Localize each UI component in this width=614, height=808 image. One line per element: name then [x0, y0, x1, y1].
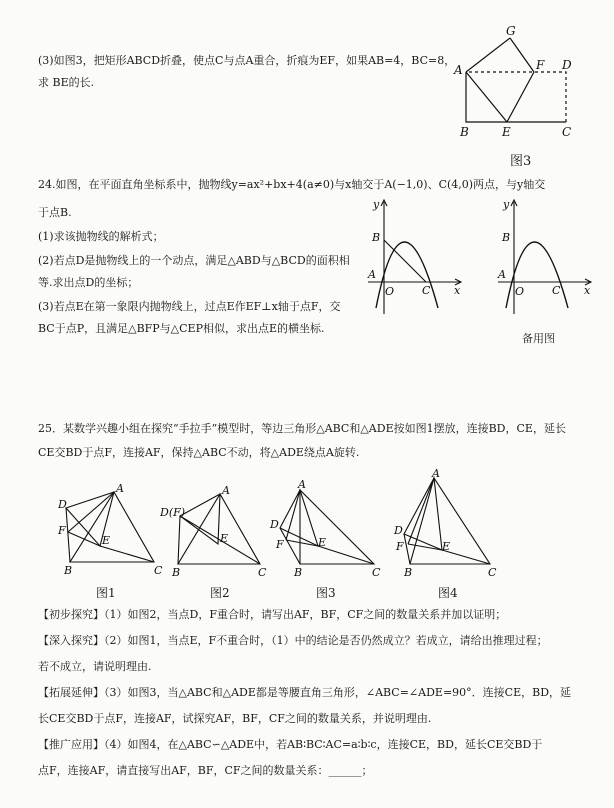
label-A: A — [368, 268, 376, 281]
q25-p3b: 长CE交BD于点F，连接AF，试探究AF，BF，CF之间的数量关系，并说明理由. — [38, 712, 432, 725]
label-B: B — [372, 231, 381, 244]
label-A: A — [432, 468, 440, 480]
label-D: D — [270, 518, 279, 531]
q24-item3a: (3)若点E在第一象限内抛物线上，过点E作EF⊥x轴于点F，交 — [38, 300, 341, 313]
q24-spare-graph — [496, 196, 596, 316]
q23-line2: 求 BE的长. — [38, 76, 95, 89]
q25-line2: CE交BD于点F，连接AF，保持△ABC不动，将△ADE绕点A旋转. — [38, 446, 360, 459]
label-C: C — [258, 566, 267, 579]
label-E: E — [318, 536, 327, 549]
label-E: E — [502, 125, 511, 139]
spare-graph-caption: 备用图 — [522, 332, 555, 345]
figure-3-rectangle-fold — [452, 22, 582, 142]
figure-3-caption-q25: 图3 — [316, 586, 336, 600]
figure-3-caption: 图3 — [510, 154, 532, 169]
label-C: C — [552, 284, 561, 297]
q25-line1: 25．某数学兴趣小组在探究“手拉手”模型时，等边三角形△ABC和△ADE按如图1摆放，连接BD，CE，延长 — [38, 422, 566, 435]
figure-4-caption: 图4 — [438, 586, 458, 600]
label-B: B — [64, 564, 73, 577]
label-A: A — [298, 478, 306, 491]
label-E: E — [102, 534, 111, 547]
label-C: C — [422, 284, 431, 297]
label-F: F — [396, 540, 404, 553]
label-D: D — [58, 498, 67, 511]
label-DF: D(F) — [160, 506, 186, 519]
label-A: A — [222, 484, 230, 497]
q23-line1: (3)如图3，把矩形ABCD折叠，使点C与点A重合，折痕为EF，如果AB=4，BC=8， — [38, 54, 456, 67]
label-G: G — [506, 24, 516, 38]
q25-figure-1 — [58, 480, 168, 580]
label-y: y — [373, 198, 380, 211]
q25-p4a: 【推广应用】（4）如图4，在△ABC∽△ADE中，若AB∶BC∶AC=a∶b∶c，连接CE，BD，延长CE交BD于 — [38, 738, 543, 751]
label-F: F — [276, 538, 284, 551]
q24-item1: (1)求该抛物线的解析式； — [38, 230, 164, 243]
figure-2-caption: 图2 — [210, 586, 230, 600]
label-E: E — [220, 532, 229, 545]
label-F: F — [536, 58, 545, 72]
q24-item2b: 等.求出点D的坐标； — [38, 276, 139, 289]
q24-line1: 24.如图，在平面直角坐标系中，抛物线y=ax²+bx+4(a≠0)与x轴交于A(−1,0)、C(4,0)两点，与y轴交 — [38, 178, 546, 191]
label-O: O — [385, 285, 395, 298]
label-F: F — [58, 524, 66, 537]
label-O: O — [515, 285, 525, 298]
q25-figure-2 — [160, 482, 270, 582]
figure-1-caption: 图1 — [96, 586, 116, 600]
label-B: B — [294, 566, 303, 579]
label-A: A — [454, 63, 463, 77]
q25-figure-4 — [392, 468, 502, 582]
q25-p2b: 若不成立，请说明理由. — [38, 660, 152, 673]
label-x: x — [584, 284, 591, 297]
q25-p2a: 【深入探究】（2）如图1，当点E，F不重合时，（1）中的结论是否仍然成立？若成立，请给出推理过程； — [38, 634, 548, 647]
label-B: B — [172, 566, 181, 579]
q24-line2: 于点B. — [38, 206, 72, 219]
label-A: A — [116, 482, 124, 495]
label-x: x — [454, 284, 461, 297]
q24-parabola-graph — [366, 196, 466, 316]
q25-figure-3 — [262, 478, 382, 582]
label-C: C — [488, 566, 497, 579]
label-A: A — [498, 268, 506, 281]
q25-p1: 【初步探究】（1）如图2，当点D，F重合时，请写出AF，BF，CF之间的数量关系并加以证明； — [38, 608, 507, 621]
label-y: y — [503, 198, 510, 211]
q24-item2a: (2)若点D是抛物线上的一个动点，满足△ABD与△BCD的面积相 — [38, 254, 350, 267]
label-D: D — [562, 58, 572, 72]
label-B: B — [460, 125, 469, 139]
q24-item3b: BC于点P，且满足△BFP与△CEP相似，求出点E的横坐标. — [38, 322, 325, 335]
label-C: C — [154, 564, 163, 577]
label-D: D — [394, 524, 403, 537]
label-C: C — [562, 125, 572, 139]
label-B: B — [404, 566, 413, 579]
label-C: C — [372, 566, 381, 579]
label-E: E — [442, 540, 451, 553]
label-B: B — [502, 231, 511, 244]
q25-p3a: 【拓展延伸】（3）如图3，当△ABC和△ADE都是等腰直角三角形，∠ABC=∠ADE=90°．连接CE，BD，延 — [38, 686, 572, 699]
q25-p4b: 点F，连接AF，请直接写出AF，BF，CF之间的数量关系：______； — [38, 764, 373, 777]
